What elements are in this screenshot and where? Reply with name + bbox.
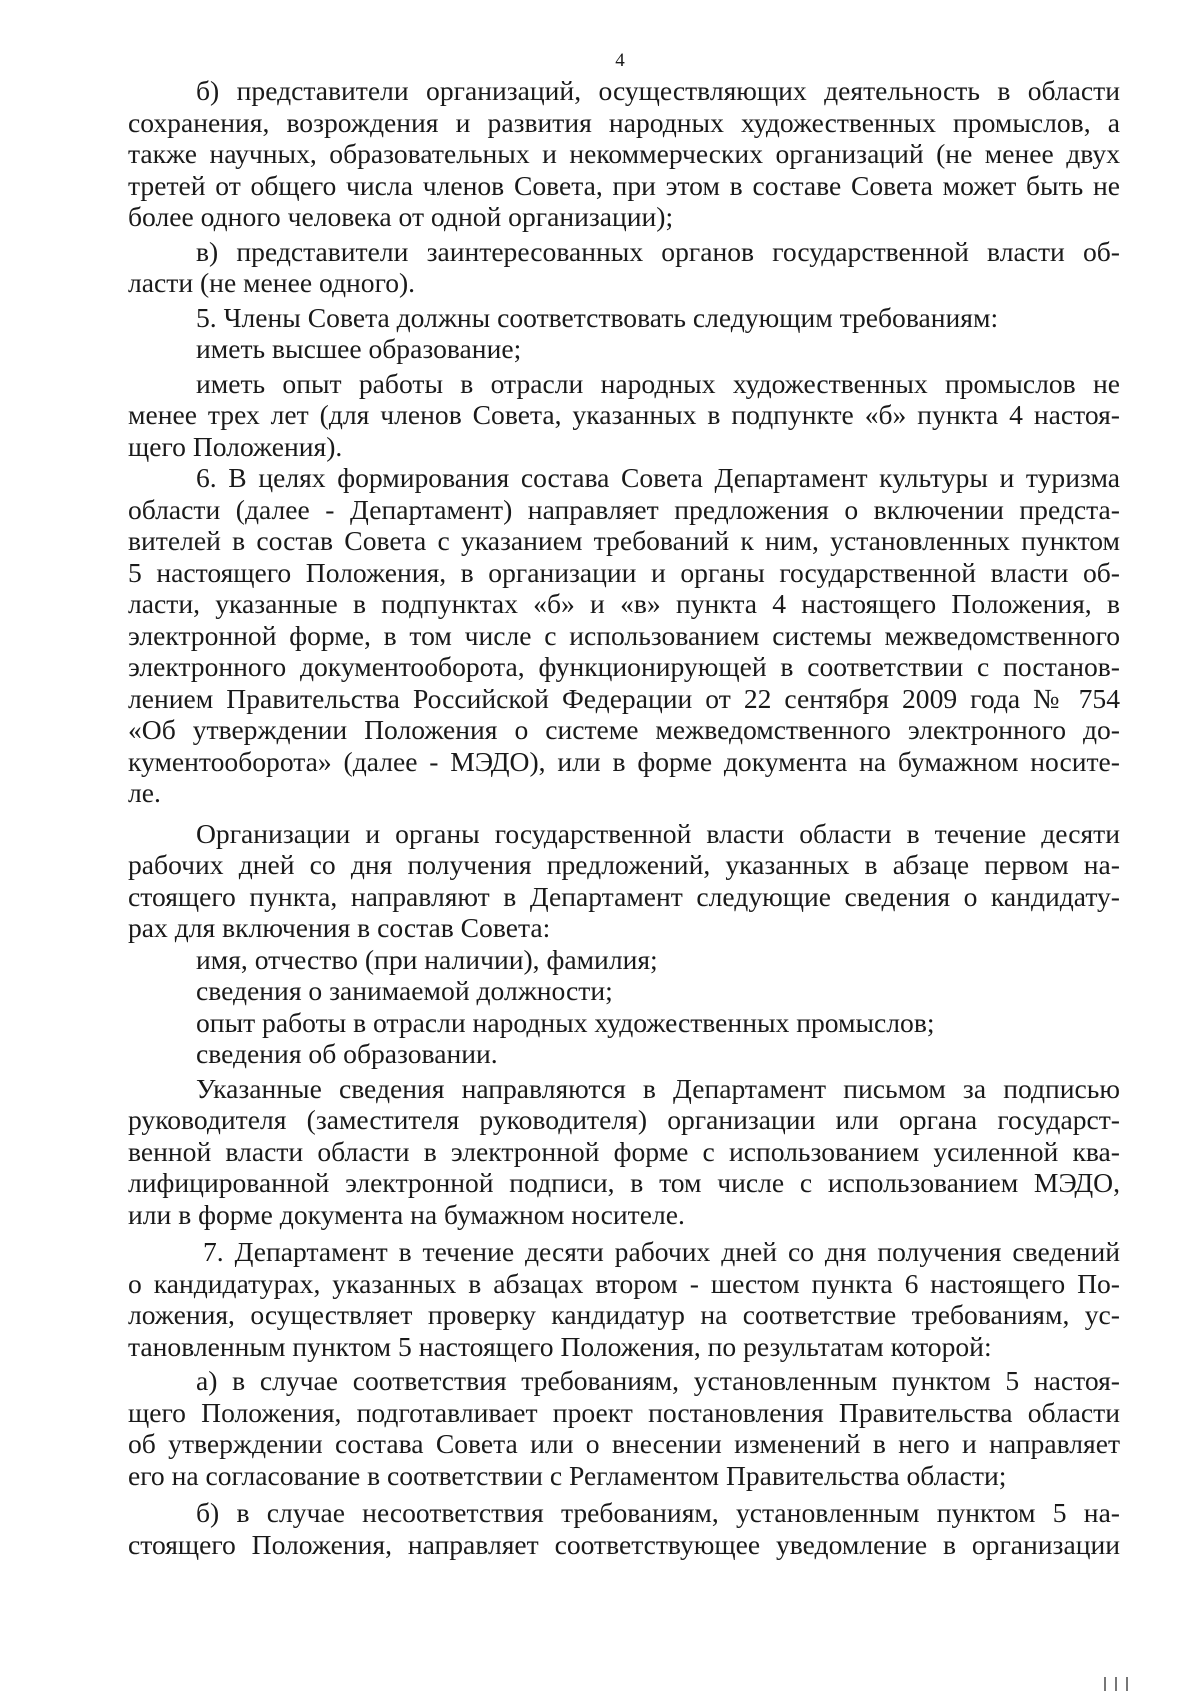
text-line: опыт работы в отрасли народных художественных промыслов; xyxy=(196,1006,935,1038)
text-line: руководителя (заместителя руководителя) организации или органа государст- xyxy=(128,1104,1120,1135)
text-line: в) представители заинтересованных органов государственной власти об- xyxy=(196,235,1120,267)
text-line: а) в случае соответствия требованиям, установленным пунктом 5 настоя- xyxy=(196,1365,1120,1396)
text-line: рах для включения в состав Совета: xyxy=(128,912,551,943)
text-line: сведения об образовании. xyxy=(196,1038,498,1069)
text-line: области (далее - Департамент) направляет предложения о включении предста- xyxy=(128,493,1120,525)
text-line: более одного человека от одной организации); xyxy=(128,201,674,232)
text-line: менее трех лет (для членов Совета, указанных в подпункте «б» пункта 4 настоя- xyxy=(128,399,1120,430)
text-line: сведения о занимаемой должности; xyxy=(196,975,613,1006)
text-line: лением Правительства Российской Федерации от 22 сентября 2009 года № 754 xyxy=(128,682,1120,714)
text-line: иметь высшее образование; xyxy=(196,333,522,364)
text-line: щего Положения). xyxy=(128,430,343,462)
text-line: кументооборота» (далее - МЭДО), или в форме документа на бумажном носите- xyxy=(128,745,1120,777)
text-line: рабочих дней со дня получения предложений, указанных в абзаце первом на- xyxy=(128,849,1120,880)
text-line: Организации и органы государственной власти области в течение десяти xyxy=(196,817,1120,849)
text-line: стоящего Положения, направляет соответствующее уведомление в организации xyxy=(128,1528,1120,1560)
text-line: об утверждении состава Совета или о внесении изменений в него и направляет xyxy=(128,1428,1120,1459)
text-line: иметь опыт работы в отрасли народных художественных промыслов не xyxy=(196,367,1120,399)
text-line: ласти (не менее одного). xyxy=(128,267,416,298)
text-line: сохранения, возрождения и развития народных художественных промыслов, а xyxy=(128,106,1120,138)
text-line: или в форме документа на бумажном носителе. xyxy=(128,1198,685,1230)
text-line: его на согласование в соответствии с Регламентом Правительства области; xyxy=(128,1459,1007,1491)
text-line: также научных, образовательных и некоммерческих организаций (не менее двух xyxy=(128,138,1120,169)
scan-mark xyxy=(1126,1677,1128,1691)
text-line: вителей в состав Совета с указанием требований к ним, установленных пунктом xyxy=(128,525,1120,556)
text-line: электронной форме, в том числе с использованием системы межведомственного xyxy=(128,619,1120,651)
text-line: 7. Департамент в течение десяти рабочих дней со дня получения сведений xyxy=(203,1236,1120,1267)
scan-mark xyxy=(1115,1677,1117,1691)
text-line: «Об утверждении Положения о системе межведомственного электронного до- xyxy=(128,714,1120,745)
text-line: о кандидатурах, указанных в абзацах втором - шестом пункта 6 настоящего По- xyxy=(128,1267,1120,1299)
text-line: ле. xyxy=(128,777,161,808)
text-line: стоящего пункта, направляют в Департамент следующие сведения о кандидату- xyxy=(128,880,1120,912)
text-line: б) представители организаций, осуществляющих деятельность в области xyxy=(196,75,1120,106)
page-number: 4 xyxy=(615,50,625,71)
text-line: лифицированной электронной подписи, в том числе с использованием МЭДО, xyxy=(128,1167,1120,1198)
text-line: 6. В целях формирования состава Совета Департамент культуры и туризма xyxy=(196,462,1120,493)
text-line: имя, отчество (при наличии), фамилия; xyxy=(196,943,658,975)
text-line: Указанные сведения направляются в Департамент письмом за подписью xyxy=(196,1072,1120,1104)
text-line: 5 настоящего Положения, в организации и органы государственной власти об- xyxy=(128,556,1120,588)
scan-mark xyxy=(1104,1677,1106,1691)
text-line: 5. Члены Совета должны соответствовать следующим требованиям: xyxy=(196,301,999,333)
text-line: ласти, указанные в подпунктах «б» и «в» пункта 4 настоящего Положения, в xyxy=(128,588,1120,619)
text-line: б) в случае несоответствия требованиям, установленным пунктом 5 на- xyxy=(196,1497,1120,1528)
text-line: ложения, осуществляет проверку кандидатур на соответствие требованиям, ус- xyxy=(128,1299,1120,1330)
text-line: третей от общего числа членов Совета, при этом в составе Совета может быть не xyxy=(128,169,1120,201)
text-line: щего Положения, подготавливает проект постановления Правительства области xyxy=(128,1396,1120,1428)
document-body xyxy=(128,75,1120,1560)
text-line: венной власти области в электронной форме с использованием усиленной ква- xyxy=(128,1135,1120,1167)
scan-edge-marks xyxy=(1104,1677,1128,1691)
text-line: электронного документооборота, функционирующей в соответствии с постанов- xyxy=(128,651,1120,682)
text-line: тановленным пунктом 5 настоящего Положения, по результатам которой: xyxy=(128,1330,992,1362)
